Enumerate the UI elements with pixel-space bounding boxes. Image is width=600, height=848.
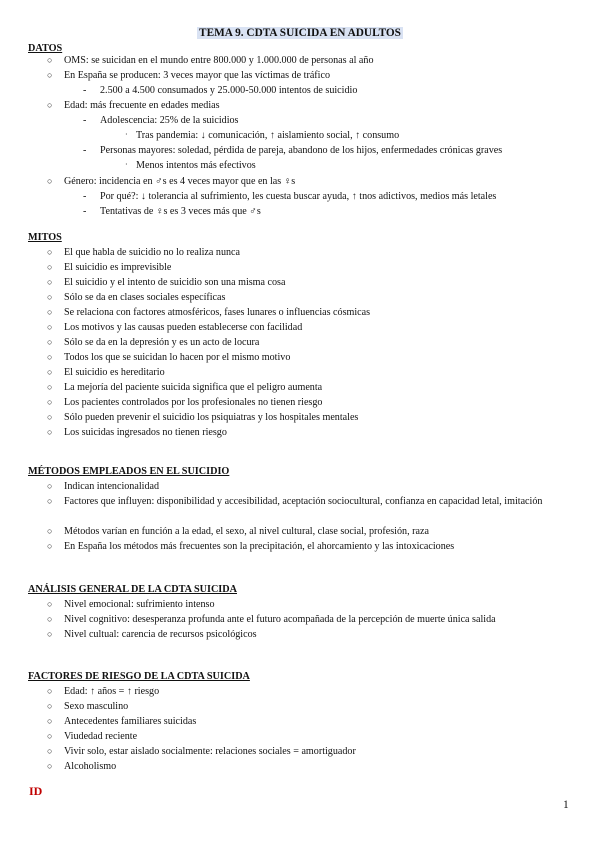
list-item: ○ Sólo pueden prevenir el suicidio los psiquiatras y los hospitales mentales	[47, 412, 359, 423]
list-item: ○ Indican intencionalidad	[47, 481, 160, 492]
footer-id-mark: ID	[29, 784, 43, 798]
list-item: ○ El suicidio es hereditario	[47, 367, 165, 378]
list-item: ○ El suicidio es imprevisible	[47, 262, 172, 273]
section-heading-metodos: MÉTODOS EMPLEADOS EN EL SUICIDIO	[28, 466, 230, 477]
section-heading-factores: FACTORES DE RIESGO DE LA CDTA SUICIDA	[28, 671, 250, 682]
list-item: ○ Edad: ↑ años = ↑ riesgo	[47, 686, 160, 697]
list-item: ○ Métodos varían en función a la edad, el sexo, al nivel cultural, clase social, profesión, raza	[47, 526, 429, 537]
list-item: ○ En España los métodos más frecuentes son la precipitación, el ahorcamiento y las intoxicaciones	[47, 541, 455, 552]
section-heading-mitos: MITOS	[28, 232, 62, 243]
section-heading-analisis: ANÁLISIS GENERAL DE LA CDTA SUICIDA	[28, 584, 237, 595]
list-item: ○ Vivir solo, estar aislado socialmente: relaciones sociales = amortiguador	[47, 746, 356, 757]
list-item: - Por qué?: ↓ tolerancia al sufrimiento, les cuesta buscar ayuda, ↑ tnos adictivos, medios más letales	[83, 191, 497, 202]
list-item: ○ En España se producen: 3 veces mayor que las víctimas de tráfico	[47, 70, 330, 81]
list-item: ○ Nivel cultual: carencia de recursos psicológicos	[47, 629, 257, 640]
list-item: ○ El que habla de suicidio no lo realiza nunca	[47, 247, 241, 258]
list-item: ○ Alcoholismo	[47, 761, 117, 772]
list-item: ○ Antecedentes familiares suicidas	[47, 716, 197, 727]
list-item: ○ Todos los que se suicidan lo hacen por el mismo motivo	[47, 352, 291, 363]
list-item: ○ Los suicidas ingresados no tienen riesgo	[47, 427, 227, 438]
list-item: ○ OMS: se suicidan en el mundo entre 800.000 y 1.000.000 de personas al año	[47, 55, 374, 66]
list-item: - Adolescencia: 25% de la suicidios	[83, 115, 239, 126]
list-item: - 2.500 a 4.500 consumados y 25.000-50.000 intentos de suicidio	[83, 85, 358, 96]
list-item: - Tentativas de ♀s es 3 veces más que ♂s	[83, 206, 261, 217]
list-item: ○ Los pacientes controlados por los profesionales no tienen riesgo	[47, 397, 323, 408]
page-number: 1	[563, 799, 569, 811]
list-item: ○ Nivel emocional: sufrimiento intenso	[47, 599, 215, 610]
list-item: ○ Viudedad reciente	[47, 731, 138, 742]
list-item: ○ Los motivos y las causas pueden establecerse con facilidad	[47, 322, 303, 333]
list-item: - Personas mayores: soledad, pérdida de pareja, abandono de los hijos, enfermedades crónicas graves	[83, 145, 503, 156]
list-item: ○ La mejoría del paciente suicida significa que el peligro aumenta	[47, 382, 323, 393]
page-title-text: TEMA 9. CDTA SUICIDA EN ADULTOS	[199, 27, 401, 39]
list-item: ○ Sólo se da en la depresión y es un acto de locura	[47, 337, 260, 348]
section-heading-datos: DATOS	[28, 43, 63, 54]
page-title	[0, 27, 600, 41]
list-item: · Menos intentos más efectivos	[125, 160, 256, 171]
list-item: · Tras pandemia: ↓ comunicación, ↑ aislamiento social, ↑ consumo	[125, 130, 400, 141]
list-item: ○ Factores que influyen: disponibilidad y accesibilidad, aceptación sociocultural, confianza en capacidad letal, imitación	[47, 496, 543, 507]
list-item: ○ Género: incidencia en ♂s es 4 veces mayor que en las ♀s	[47, 176, 296, 187]
list-item: ○ Nivel cognitivo: desesperanza profunda ante el futuro acompañada de la percepción de muerte única salida	[47, 614, 496, 625]
list-item: ○ Edad: más frecuente en edades medias	[47, 100, 220, 111]
list-item: ○ Sólo se da en clases sociales específicas	[47, 292, 226, 303]
list-item: ○ El suicidio y el intento de suicidio son una misma cosa	[47, 277, 286, 288]
list-item: ○ Se relaciona con factores atmosféricos, fases lunares o influencias cósmicas	[47, 307, 371, 318]
list-item: ○ Sexo masculino	[47, 701, 129, 712]
